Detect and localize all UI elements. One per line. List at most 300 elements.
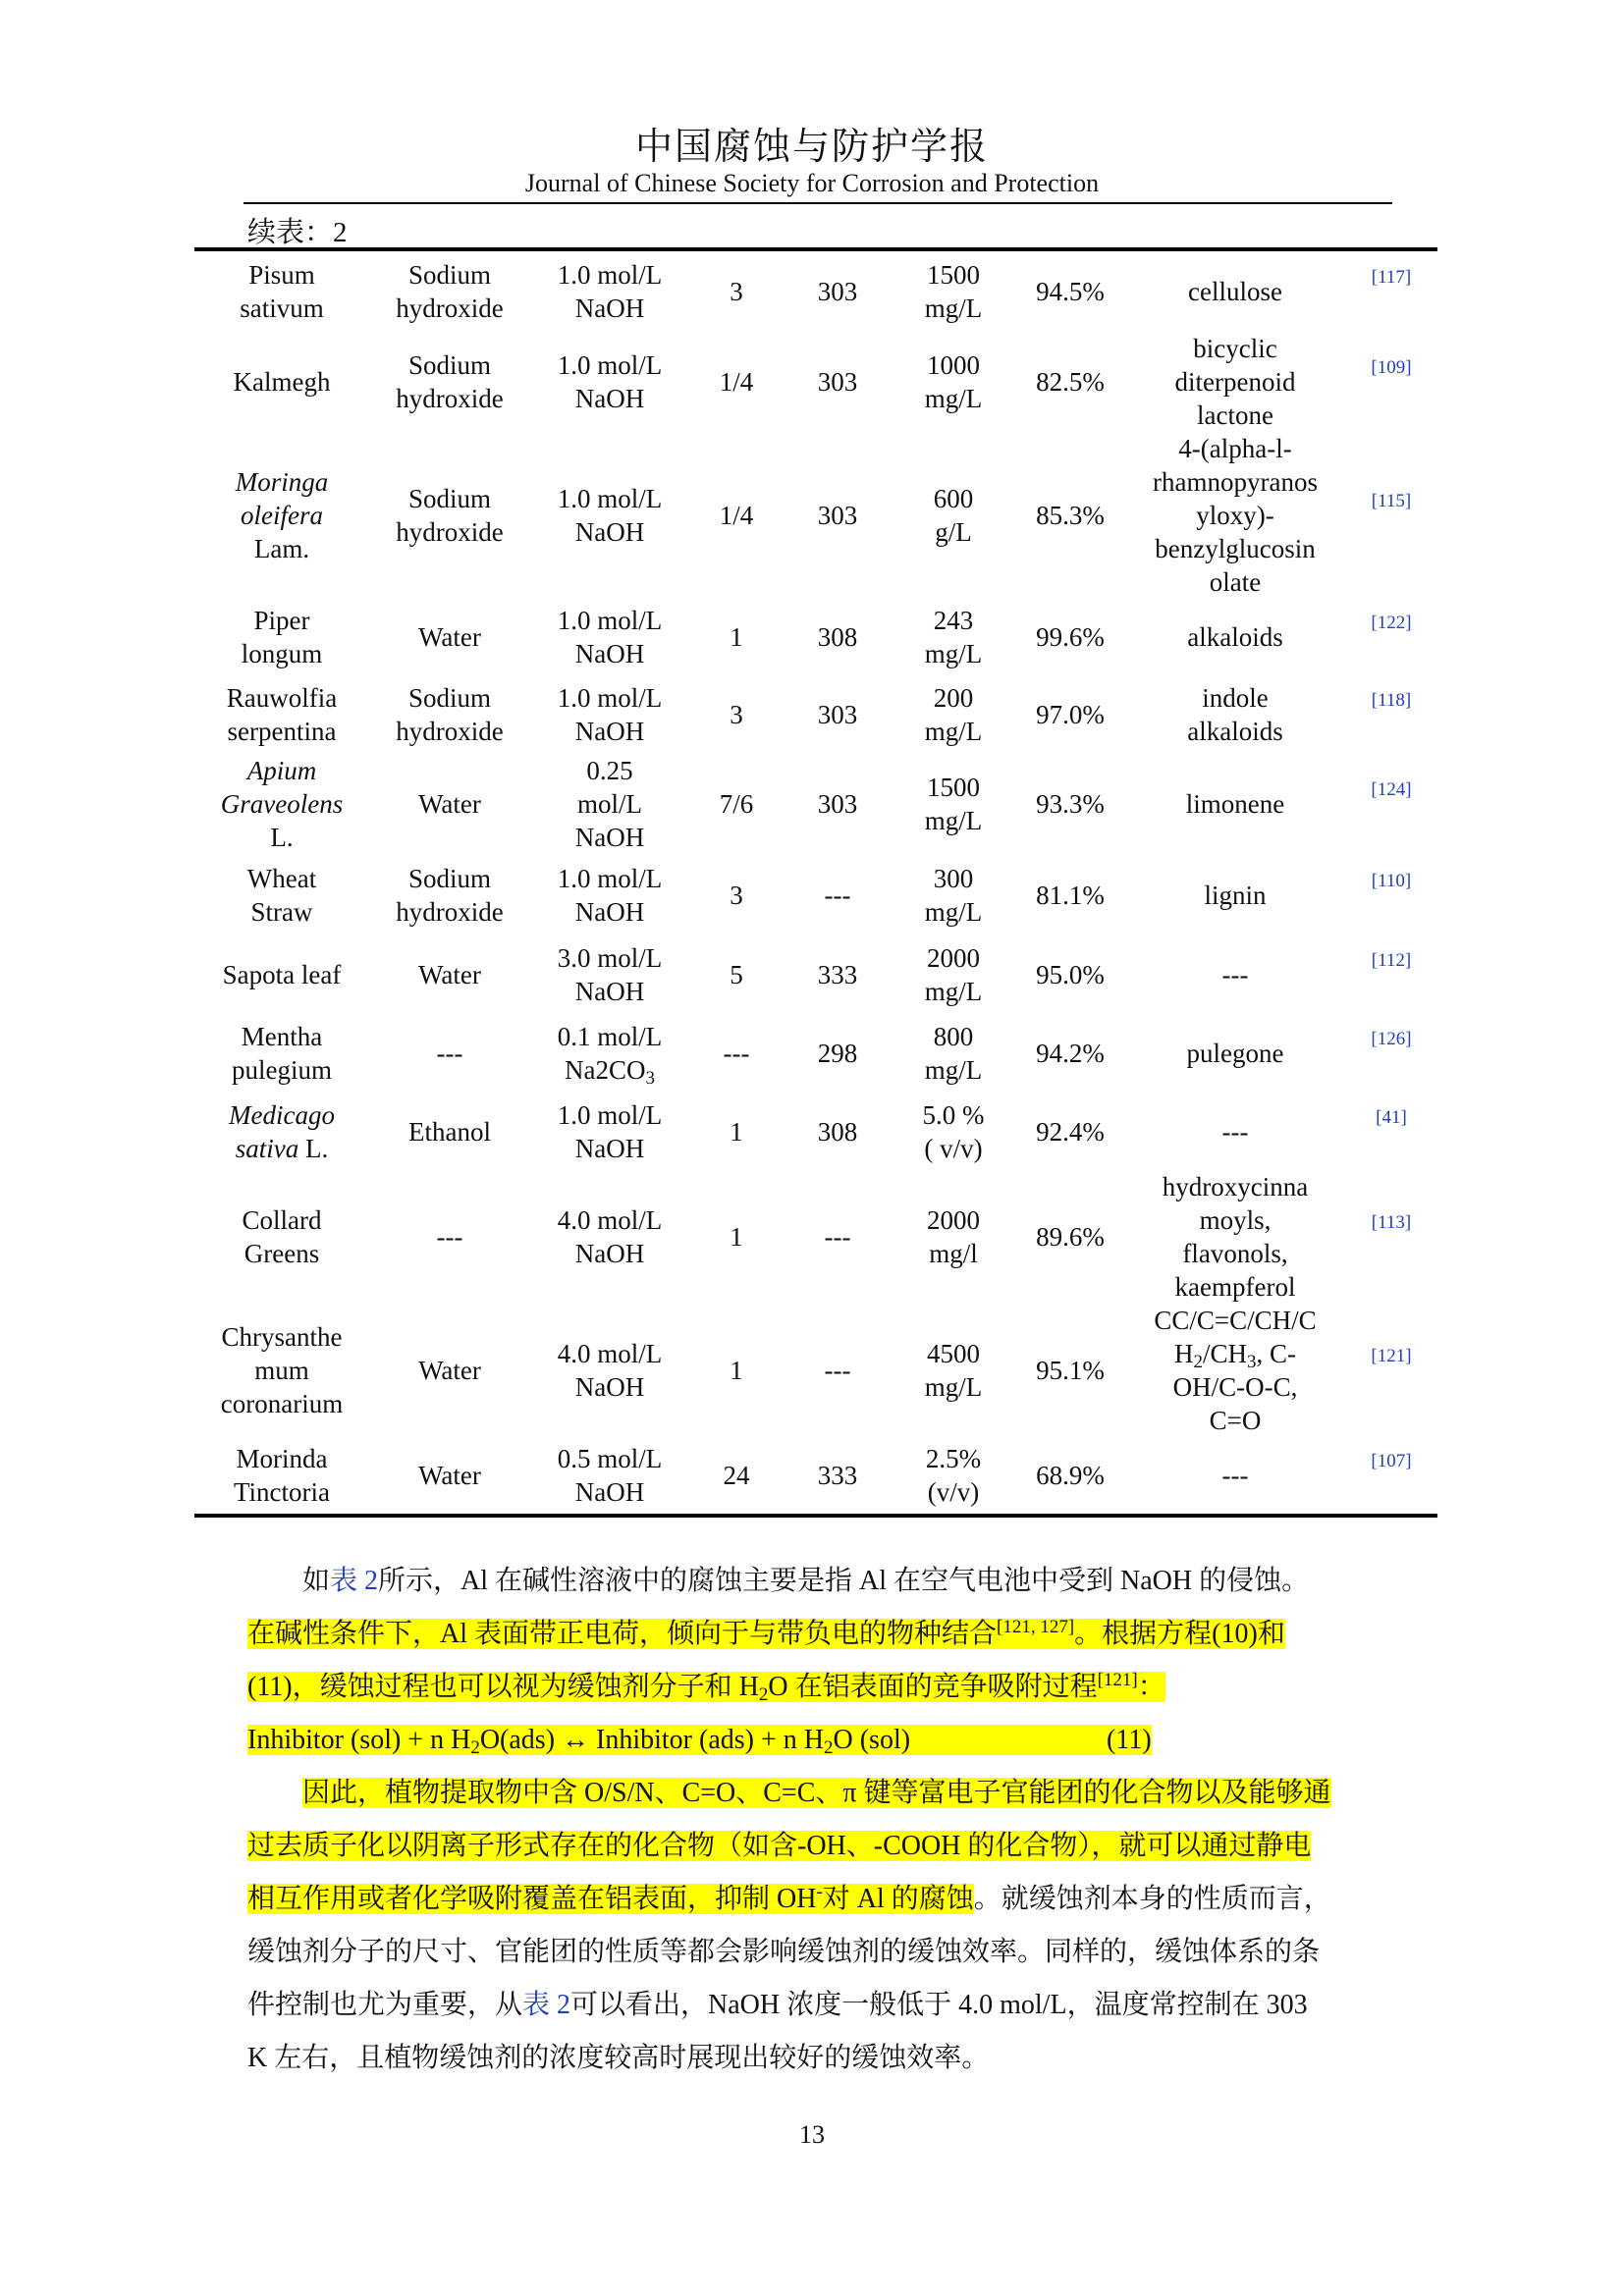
cell-line: 1.0 mol/L [557,683,663,713]
concentration-cell [892,599,1015,675]
temperature-cell [784,1304,892,1437]
concentration-cell [892,1170,1015,1304]
time-cell [689,854,784,936]
cell-line: 1000 [927,350,980,380]
cell-line: Morinda [236,1444,328,1473]
cell-line: 1/4 [719,367,754,397]
cell-line: --- [824,1222,851,1252]
concentration-cell [892,332,1015,432]
solvent-cell [369,936,530,1013]
cell-line: Ethanol [408,1117,491,1147]
cell-line: Lam. [253,534,310,563]
highlighted-text: 过去质子化以阴离子形式存在的化合物（如含-OH、-COOH 的化合物），就可以通过静电 [247,1831,1312,1861]
solvent-cell [369,754,530,854]
table-row [194,1304,1437,1437]
cell-line: [115] [1371,491,1412,511]
page-number: 13 [799,2120,825,2149]
temperature-cell [784,1170,892,1304]
cell-line: NaOH [574,897,645,927]
highlighted-text: 因此，植物提取物中含 O/S/N、C=O、C=C、π 键等富电子官能团的化合物以及能够通 [302,1778,1331,1808]
electrolyte-cell [530,432,689,599]
time-cell [689,1094,784,1170]
superscript: - [816,1882,823,1902]
equation-text: Inhibitor (sol) + n H [247,1725,471,1755]
plant-cell [194,936,369,1013]
cell-line: 243 [933,606,974,635]
time-cell [689,1304,784,1437]
cell-line: 308 [817,1117,858,1147]
cell-line: 95.1% [1036,1356,1105,1385]
solvent-cell [369,1437,530,1516]
table-row [194,936,1437,1013]
paragraph-line-3 [247,1661,1390,1714]
cell-line: NaOH [574,294,645,323]
cell-line: 1500 [927,260,980,290]
cell-line: 89.6% [1036,1222,1105,1252]
reference-cell[interactable] [1345,754,1437,854]
cell-line: coronarium [220,1389,344,1418]
cell-line: --- [824,1356,851,1385]
cell-line: CC/C=C/CH/C [1154,1306,1317,1335]
reference-cell[interactable] [1345,1170,1437,1304]
efficiency-cell [1015,432,1125,599]
component-cell [1125,854,1345,936]
cell-line: Rauwolfia [226,683,338,713]
efficiency-cell [1015,854,1125,936]
electrolyte-cell [530,936,689,1013]
cell-line: --- [1221,1117,1249,1147]
component-cell [1125,1013,1345,1094]
reference-cell[interactable] [1345,854,1437,936]
cell-line: lactone [1197,400,1273,430]
component-cell [1125,432,1345,599]
cell-line: Kalmegh [233,367,331,397]
highlighted-text [247,1670,1165,1705]
cell-line: 200 [933,683,974,713]
cell-line: 300 [933,864,974,893]
subscript: 2 [824,1737,834,1758]
solvent-cell [369,1094,530,1170]
component-cell [1125,675,1345,754]
cell-line: 85.3% [1036,501,1105,530]
cell-line: hydroxycinna [1162,1172,1309,1201]
cell-line: Sodium [407,683,492,713]
cell-line: Chrysanthe [221,1322,343,1352]
cell-line: 0.25 [586,756,633,785]
temperature-cell [784,936,892,1013]
reference-cell[interactable] [1345,936,1437,1013]
cell-line: hydroxide [396,384,504,413]
text-run: 件控制也尤为重要，从 [247,1990,523,2020]
reference-cell[interactable] [1345,599,1437,675]
cell-line: 1 [730,1222,743,1252]
cell-line: 303 [817,501,858,530]
cell-line: --- [436,1222,463,1252]
cell-line: 3 [730,700,743,729]
cell-line: 303 [817,700,858,729]
cell-line: [121] [1371,1346,1412,1366]
cell-line: serpentina [227,717,337,746]
table-continuation-label: 续表：2 [247,217,348,248]
temperature-cell [784,1094,892,1170]
cell-line: 93.3% [1036,789,1105,819]
electrolyte-cell [530,1437,689,1516]
efficiency-cell [1015,1437,1125,1516]
cell-line: [122] [1371,613,1412,633]
cell-line: [113] [1371,1212,1412,1233]
time-cell [689,249,784,332]
cell-line: Medicago [229,1100,335,1130]
cell-line: 99.6% [1036,622,1105,652]
cell-line: Moringa [235,467,329,497]
cell-line: 7/6 [719,789,754,819]
cell-line: hydroxide [396,294,504,323]
cell-line: hydroxide [396,897,504,927]
cell-line: Graveolens [220,789,344,819]
cell-line: NaOH [574,823,645,852]
concentration-cell [892,432,1015,599]
time-cell [689,1013,784,1094]
paragraph-line-2 [247,1608,1390,1661]
cell-line: NaOH [574,384,645,413]
reference-cell[interactable] [1345,1094,1437,1170]
temperature-cell [784,599,892,675]
table-row [194,675,1437,754]
table-row [194,1437,1437,1516]
cell-line: rhamnopyranos [1153,467,1318,497]
solvent-cell [369,854,530,936]
paragraph-line-10 [247,2032,1390,2085]
text-run: 如 [302,1566,331,1596]
cell-line: moyls, [1199,1205,1272,1235]
cell-line: 1.0 mol/L [557,1100,663,1130]
cell-line: yloxy)- [1196,501,1274,530]
cell-line: 1.0 mol/L [557,260,663,290]
concentration-cell [892,936,1015,1013]
cell-line: mg/L [924,384,983,413]
electrolyte-cell [530,754,689,854]
electrolyte-cell [530,854,689,936]
table-row [194,1013,1437,1094]
table-row [194,332,1437,432]
cell-line: Sodium [407,350,492,380]
temperature-cell [784,249,892,332]
cell-line: Wheat [246,864,317,893]
component-cell [1125,599,1345,675]
cell-line: flavonols, [1182,1239,1288,1268]
cell-line: 2000 [927,1205,980,1235]
reference-cell[interactable] [1345,1304,1437,1437]
reference-cell[interactable] [1345,1013,1437,1094]
plant-cell [194,675,369,754]
equation-11 [247,1714,1390,1767]
cell-line: Sodium [407,484,492,513]
solvent-cell [369,675,530,754]
cell-line: Sodium [407,260,492,290]
cell-line: pulegium [232,1055,332,1085]
cell-line: [126] [1371,1029,1412,1049]
efficiency-cell [1015,1304,1125,1437]
cell-line: olate [1209,567,1262,597]
concentration-cell [892,754,1015,854]
table-row [194,599,1437,675]
cell-line: NaOH [574,1134,645,1163]
solvent-cell [369,332,530,432]
subscript: 2 [758,1684,769,1705]
electrolyte-cell [530,332,689,432]
component-cell [1125,249,1345,332]
inhibitor-table [194,247,1437,1518]
cell-line: [109] [1371,357,1412,378]
cell-line: diterpenoid [1174,367,1296,397]
cell-line: 600 [933,484,974,513]
table-2-link[interactable]: 表 2 [522,1990,571,2020]
cell-line: [112] [1371,950,1412,971]
header-rule [244,202,1392,204]
concentration-cell [892,1437,1015,1516]
cell-line: NaOH [574,639,645,668]
temperature-cell [784,1437,892,1516]
plant-cell [194,599,369,675]
efficiency-cell [1015,936,1125,1013]
cell-line: mg/L [924,717,983,746]
electrolyte-cell [530,599,689,675]
cell-line: [124] [1371,779,1412,800]
cell-line: Water [418,789,481,819]
solvent-cell [369,1013,530,1094]
cell-line: 1.0 mol/L [557,864,663,893]
electrolyte-cell [530,1094,689,1170]
solvent-cell [369,432,530,599]
cell-line: --- [1221,960,1249,989]
cell-line: (v/v) [927,1477,980,1507]
time-cell [689,936,784,1013]
cell-line: Water [418,1461,481,1490]
temperature-cell [784,675,892,754]
time-cell [689,599,784,675]
equation-text: O(ads) ↔ Inhibitor (ads) + n H [479,1725,824,1755]
cell-line: 3 [730,277,743,306]
cell-line: Water [418,960,481,989]
component-cell [1125,754,1345,854]
cell-line: NaOH [574,1477,645,1507]
cell-line: 68.9% [1036,1461,1105,1490]
cell-line: 4500 [927,1339,980,1368]
cell-line: mg/L [924,1372,983,1402]
cell-line: g/L [935,517,972,547]
cell-line: 1 [730,1117,743,1147]
table-row [194,1170,1437,1304]
efficiency-cell [1015,332,1125,432]
cell-line: --- [1221,1461,1249,1490]
plant-cell [194,1437,369,1516]
cell-line: Greens [244,1239,320,1268]
cell-line: NaOH [574,717,645,746]
highlighted-text [247,1884,974,1914]
cell-line: 1 [730,1356,743,1385]
electrolyte-cell [530,1304,689,1437]
cell-line: 303 [817,277,858,306]
citation-121[interactable]: [121] [1097,1670,1138,1690]
paragraph-line-8 [247,1926,1390,1979]
cell-line: Water [418,622,481,652]
cell-line: NaOH [574,1372,645,1402]
concentration-cell [892,675,1015,754]
cell-line: $Na2CO_3$ [565,1055,655,1089]
cell-line: cellulose [1188,277,1282,306]
cell-line: Pisum [248,260,315,290]
text-run: (11)，缓蚀过程也可以视为缓蚀剂分子和 H [247,1672,759,1702]
reference-cell[interactable] [1345,332,1437,432]
cell-line: 95.0% [1036,960,1105,989]
cell-line: mg/L [924,1055,983,1085]
cell-line: alkaloids [1187,717,1283,746]
table-row [194,754,1437,854]
concentration-cell [892,1013,1015,1094]
cell-line: [118] [1371,690,1412,711]
cell-line: 4.0 mol/L [557,1205,663,1235]
cell-line: pulegone [1186,1039,1284,1068]
plant-cell [194,249,369,332]
electrolyte-cell [530,1170,689,1304]
efficiency-cell [1015,1170,1125,1304]
text-run: O 在铝表面的竞争吸附过程 [768,1672,1098,1702]
paragraph-line-1 [247,1555,1390,1608]
cell-line: --- [824,881,851,910]
cell-line: 1 [730,622,743,652]
cell-line: mg/L [924,294,983,323]
cell-line: Tinctoria [233,1477,330,1507]
cell-line: 97.0% [1036,700,1105,729]
citation-121-127[interactable]: [121, 127] [997,1617,1075,1637]
cell-line: hydroxide [396,717,504,746]
component-cell [1125,936,1345,1013]
cell-line: 0.5 mol/L [557,1444,663,1473]
cell-line: NaOH [574,517,645,547]
cell-line: NaOH [574,1239,645,1268]
cell-line: 2.5% [925,1444,982,1473]
concentration-cell [892,1304,1015,1437]
table-row [194,854,1437,936]
cell-line: mg/L [924,977,983,1006]
plant-cell [194,754,369,854]
cell-line: 333 [817,1461,858,1490]
cell-line: 298 [817,1039,858,1068]
text-run: K 左右，且植物缓蚀剂的浓度较高时展现出较好的缓蚀效率。 [247,2043,990,2073]
reference-cell[interactable] [1345,675,1437,754]
highlighted-equation [247,1725,1152,1758]
efficiency-cell [1015,599,1125,675]
cell-line: 308 [817,622,858,652]
paragraph-line-5 [247,1767,1390,1820]
cell-line: hydroxide [396,517,504,547]
table-2-link[interactable]: 表 2 [330,1566,379,1596]
table-row [194,1094,1437,1170]
cell-line: 94.5% [1036,277,1105,306]
cell-line: Collard [242,1205,322,1235]
cell-line: alkaloids [1187,622,1283,652]
cell-line: limonene [1185,789,1285,819]
efficiency-cell [1015,1094,1125,1170]
efficiency-cell [1015,249,1125,332]
highlighted-text [247,1619,1285,1649]
cell-line: sativum [240,294,324,323]
cell-line: Straw [250,897,313,927]
cell-line: 3.0 mol/L [557,943,663,973]
cell-line: 4.0 mol/L [557,1339,663,1368]
cell-line: lignin [1204,881,1267,910]
text-run: 。就缓蚀剂本身的性质而言， [973,1884,1331,1914]
table-row [194,249,1437,332]
equation-number: (11) [1107,1725,1152,1755]
plant-cell [194,1094,369,1170]
text-run: 相互作用或者化学吸附覆盖在铝表面，抑制 OH [247,1884,817,1914]
cell-line: longum [241,639,323,668]
component-cell [1125,332,1345,432]
cell-line: 303 [817,789,858,819]
temperature-cell [784,1013,892,1094]
plant-cell [194,854,369,936]
efficiency-cell [1015,754,1125,854]
journal-title-cn: 中国腐蚀与防护学报 [634,127,989,168]
component-cell [1125,1170,1345,1304]
cell-line: 24 [723,1461,750,1490]
cell-line: NaOH [574,977,645,1006]
cell-line: Sodium [407,864,492,893]
inhibitor-table-container [194,247,1437,1518]
cell-line: 0.1 mol/L [557,1022,663,1051]
plant-cell [194,1170,369,1304]
plant-cell [194,1304,369,1437]
cell-line: 3 [730,881,743,910]
cell-line: 4-(alpha-l- [1178,434,1292,463]
cell-line: 1/4 [719,501,754,530]
cell-line: 303 [817,367,858,397]
table-row [194,432,1437,599]
cell-line: bicyclic [1193,334,1277,363]
efficiency-cell [1015,675,1125,754]
cell-line: C=O [1209,1406,1262,1435]
cell-line: mum [254,1356,309,1385]
text-run: 在碱性条件下，Al 表面带正电荷，倾向于与带负电的物种结合 [247,1619,998,1649]
cell-line: 1500 [927,773,980,802]
temperature-cell [784,432,892,599]
text-run: 。根据方程(10)和 [1074,1619,1285,1649]
electrolyte-cell [530,1013,689,1094]
reference-cell[interactable] [1345,1437,1437,1516]
journal-title-en: Journal of Chinese Society for Corrosion and Protection [524,169,1100,197]
cell-line: [41] [1376,1107,1407,1128]
cell-line: mol/L [577,789,642,819]
cell-line: Piper [253,606,310,635]
cell-line: 1.0 mol/L [557,606,663,635]
solvent-cell [369,599,530,675]
plant-cell [194,332,369,432]
reference-cell[interactable] [1345,249,1437,332]
electrolyte-cell [530,249,689,332]
time-cell [689,754,784,854]
cell-line: oleifera [241,501,323,530]
cell-line: 1.0 mol/L [557,350,663,380]
reference-cell[interactable] [1345,432,1437,599]
cell-line: mg/L [924,639,983,668]
electrolyte-cell [530,675,689,754]
cell-line: Sapota leaf [222,960,342,989]
time-cell [689,332,784,432]
component-cell [1125,1437,1345,1516]
temperature-cell [784,754,892,854]
cell-line: $H_2/CH_3$, C- [1173,1339,1296,1372]
